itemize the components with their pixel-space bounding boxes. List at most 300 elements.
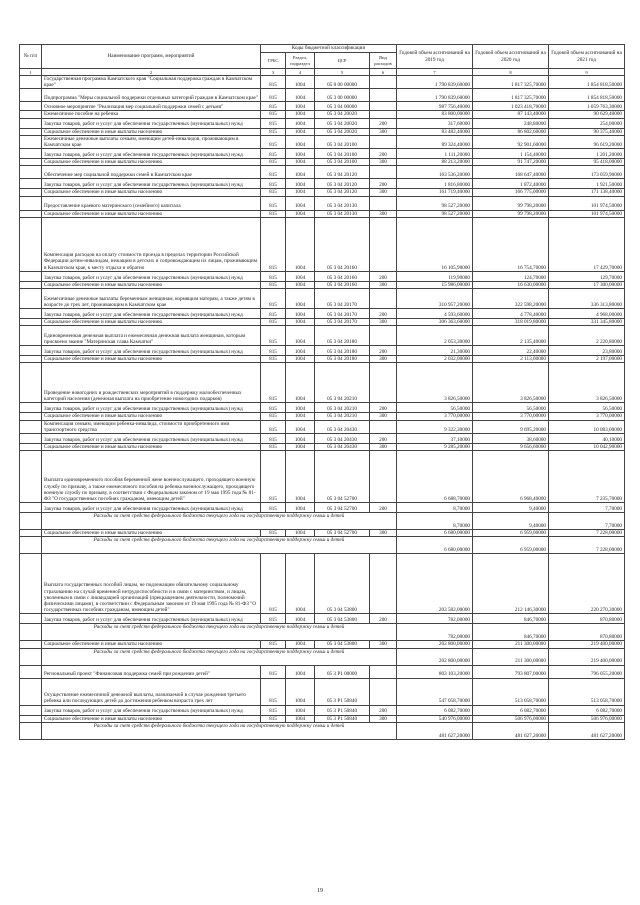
cell-vr: 300 <box>370 281 397 288</box>
cell-grbs: 815 <box>261 503 286 513</box>
cell-2020: 16 630,00000 <box>473 281 549 288</box>
cell-2020: 318 019,80000 <box>473 319 549 326</box>
cell-vr: 200 <box>370 403 397 413</box>
cell-grbs: 815 <box>261 641 286 648</box>
cell-2019: 8,70000 <box>397 503 473 513</box>
cell-2019: 3 770,00000 <box>397 413 473 420</box>
cell-2019: 119,90000 <box>397 271 473 281</box>
cell-2020: 99 798,20000 <box>473 210 549 217</box>
table-row-note <box>20 648 625 665</box>
index-cell: 1 <box>20 69 42 76</box>
cell-2020: 99 798,20000 <box>473 196 549 210</box>
cell-2019: 89 324,40000 <box>397 135 473 148</box>
cell-csr: 05 3 P1 50840 <box>315 715 370 722</box>
cell-2021: 17 300,00000 <box>549 281 625 288</box>
cell-csr: 05 3 04 20170 <box>315 309 370 319</box>
cell-num <box>20 128 42 135</box>
cell-csr: 05 3 P1 00000 <box>315 665 370 678</box>
cell-note: Расходы за счет средств федерального бюджета текущего года на государственную поддержку семьи и детей <box>42 648 397 665</box>
cell-2021: 17 429,70000 <box>549 217 625 271</box>
cell-2020: 481 627,20000 <box>473 722 549 739</box>
table-row <box>20 281 625 288</box>
cell-vr <box>370 554 397 614</box>
table-row <box>20 356 625 363</box>
cell-2019: 202 800,00000 <box>397 641 473 648</box>
cell-2019: 83 482,40000 <box>397 128 473 135</box>
table-row-note <box>20 722 625 739</box>
cell-2019: 803 103,20000 <box>397 665 473 678</box>
cell-2020: 212 146,30000 <box>473 554 549 614</box>
cell-csr: 05 3 04 20120 <box>315 166 370 179</box>
cell-grbs: 815 <box>261 149 286 159</box>
cell-2019: 98 527,20000 <box>397 196 473 210</box>
cell-name: Социальное обеспечение и иные выплаты населению <box>42 530 261 537</box>
cell-num <box>20 403 42 413</box>
cell-num <box>20 346 42 356</box>
cell-name: Ежемесячные денежные выплаты беременным женщинам, кормящим матерям, а также детям в возрасте до трех лет, проживающим в Камчатском крае <box>42 289 261 309</box>
cell-2021: 10 042,90000 <box>549 444 625 451</box>
header-row-1 <box>20 45 625 53</box>
cell-grbs: 815 <box>261 102 286 111</box>
cell-2021: 96 619,20000 <box>549 135 625 148</box>
cell-num <box>20 530 42 537</box>
cell-2021: 7 228,00000 <box>549 530 625 537</box>
cell-2020: 87 143,40000 <box>473 111 549 118</box>
cell-2019: 317,60000 <box>397 118 473 128</box>
cell-csr: 05 3 04 52700 <box>315 503 370 513</box>
cell-2019: 2 053,30000 <box>397 326 473 346</box>
cell-csr: 05 3 04 00000 <box>315 102 370 111</box>
cell-num <box>20 648 42 665</box>
cell-2020: 1 817 325,70000 <box>473 76 549 89</box>
cell-name: Закупка товаров, работ и услуг для обеспечения государственных (муниципальных) нужд <box>42 149 261 159</box>
cell-num <box>20 624 42 641</box>
cell-razd: 1004 <box>286 420 315 433</box>
cell-csr: 05 3 04 20210 <box>315 413 370 420</box>
cell-2021: 1 059 763,30000 <box>549 102 625 111</box>
cell-csr: 05 3 04 20170 <box>315 319 370 326</box>
cell-2021: 2 220,80000 <box>549 326 625 346</box>
cell-num <box>20 102 42 111</box>
cell-csr: 05 3 04 20120 <box>315 189 370 196</box>
table-row <box>20 420 625 433</box>
table-row <box>20 665 625 678</box>
cell-razd: 1004 <box>286 363 315 403</box>
cell-name: Социальное обеспечение и иные выплаты населению <box>42 319 261 326</box>
table-row <box>20 530 625 537</box>
cell-name: Подпрограмма "Меры социальной поддержки отдельных категорий граждан в Камчатском крае" <box>42 89 261 102</box>
cell-razd: 1004 <box>286 530 315 537</box>
header-razd: Раздел, подраздел <box>286 53 315 69</box>
cell-num <box>20 271 42 281</box>
table-row <box>20 135 625 148</box>
cell-2021: 481 627,20000 <box>549 722 625 739</box>
cell-csr: 05 3 04 20210 <box>315 363 370 403</box>
cell-grbs: 815 <box>261 403 286 413</box>
header-2020: Годовой объем ассигнований на 2020 год <box>473 45 549 69</box>
cell-grbs: 815 <box>261 346 286 356</box>
budget-table <box>19 44 625 740</box>
cell-2019: 782,00000 <box>397 614 473 624</box>
cell-name: Государственная программа Камчатского края "Социальная поддержка граждан в Камчатском крае" <box>42 76 261 89</box>
cell-razd: 1004 <box>286 413 315 420</box>
cell-grbs: 815 <box>261 678 286 705</box>
cell-2020: 86 802,60000 <box>473 128 549 135</box>
cell-num <box>20 705 42 715</box>
cell-csr: 05 3 04 53800 <box>315 614 370 624</box>
table-row <box>20 76 625 89</box>
cell-grbs: 815 <box>261 326 286 346</box>
cell-2021: 3 770,00000 <box>549 413 625 420</box>
cell-2019: 3 826,50000 <box>397 363 473 403</box>
cell-csr: 05 3 04 52700 <box>315 530 370 537</box>
cell-csr: 05 3 04 20100 <box>315 149 370 159</box>
table-row <box>20 159 625 166</box>
cell-grbs: 815 <box>261 554 286 614</box>
table-row <box>20 434 625 444</box>
cell-2019: 6 082,70000 <box>397 705 473 715</box>
cell-name: Социальное обеспечение и иные выплаты населению <box>42 413 261 420</box>
cell-grbs: 815 <box>261 135 286 148</box>
table-row <box>20 678 625 705</box>
cell-2019: 56,50000 <box>397 403 473 413</box>
cell-csr: 05 3 04 20180 <box>315 346 370 356</box>
cell-vr: 200 <box>370 705 397 715</box>
cell-2021: 331 345,80000 <box>549 319 625 326</box>
cell-razd: 1004 <box>286 319 315 326</box>
cell-2019: 15 986,00000 <box>397 281 473 288</box>
table-row <box>20 118 625 128</box>
cell-vr <box>370 102 397 111</box>
cell-2020: 513 058,70000 <box>473 678 549 705</box>
cell-2019: 6 680,00000 <box>397 530 473 537</box>
cell-2020: 6 082,70000 <box>473 705 549 715</box>
cell-csr: 05 3 04 20160 <box>315 217 370 271</box>
cell-2021: 56,50000 <box>549 403 625 413</box>
cell-num <box>20 118 42 128</box>
cell-name: Социальное обеспечение и иные выплаты населению <box>42 210 261 217</box>
cell-2020: 846,70000 <box>473 614 549 624</box>
cell-name: Закупка товаров, работ и услуг для обеспечения государственных (муниципальных) нужд <box>42 179 261 189</box>
cell-name: Закупка товаров, работ и услуг для обеспечения государственных (муниципальных) нужд <box>42 403 261 413</box>
cell-grbs: 815 <box>261 319 286 326</box>
budget-table-sheet <box>19 44 624 740</box>
cell-grbs: 815 <box>261 444 286 451</box>
cell-grbs: 815 <box>261 76 286 89</box>
cell-2019: 6 688,70000 <box>397 451 473 503</box>
table-row <box>20 326 625 346</box>
cell-csr: 05 3 04 20430 <box>315 444 370 451</box>
cell-num <box>20 326 42 346</box>
cell-vr: 200 <box>370 179 397 189</box>
cell-grbs: 815 <box>261 159 286 166</box>
cell-name: Закупка товаров, работ и услуг для обеспечения государственных (муниципальных) нужд <box>42 614 261 624</box>
cell-2020: 1 154,40000 <box>473 149 549 159</box>
cell-name: Закупка товаров, работ и услуг для обеспечения государственных (муниципальных) нужд <box>42 271 261 281</box>
cell-2019: 37,10000 <box>397 434 473 444</box>
cell-csr: 05 3 04 20020 <box>315 128 370 135</box>
cell-2021: 254,00000 <box>549 118 625 128</box>
cell-2019: 4 593,60000 <box>397 309 473 319</box>
cell-vr <box>370 217 397 271</box>
cell-2020: 2 135,40000 <box>473 326 549 346</box>
cell-vr: 200 <box>370 614 397 624</box>
cell-2020: 1 817 325,70000 <box>473 89 549 102</box>
table-row <box>20 705 625 715</box>
cell-2020: 9 656,60000 <box>473 444 549 451</box>
cell-2019: 98 527,20000 <box>397 210 473 217</box>
cell-num <box>20 715 42 722</box>
index-row <box>20 69 625 76</box>
cell-name: Закупка товаров, работ и услуг для обеспечения государственных (муниципальных) нужд <box>42 503 261 513</box>
cell-2020: 9 695,20000 <box>473 420 549 433</box>
cell-num <box>20 641 42 648</box>
cell-2020: 91 747,20000 <box>473 159 549 166</box>
cell-num <box>20 420 42 433</box>
cell-razd: 1004 <box>286 76 315 89</box>
cell-2019: 16 105,90000 <box>397 217 473 271</box>
cell-num <box>20 289 42 309</box>
cell-2020: 793 807,00000 <box>473 665 549 678</box>
cell-2021: 1 854 818,50000 <box>549 76 625 89</box>
cell-num <box>20 503 42 513</box>
cell-csr: 05 3 04 20160 <box>315 281 370 288</box>
cell-2019: 547 058,70000 <box>397 678 473 705</box>
cell-num <box>20 451 42 503</box>
table-row <box>20 196 625 210</box>
table-row <box>20 641 625 648</box>
cell-csr: 05 3 04 20160 <box>315 271 370 281</box>
cell-2019: 1 111,20000 <box>397 149 473 159</box>
cell-num <box>20 513 42 530</box>
cell-razd: 1004 <box>286 289 315 309</box>
cell-csr: 05 3 04 20020 <box>315 111 370 118</box>
table-row <box>20 554 625 614</box>
cell-vr <box>370 111 397 118</box>
cell-2021: 23,80000 <box>549 346 625 356</box>
cell-name: Проведение новогодних и рождественских мероприятий в поддержку малообеспеченных категорий населения (денежная выплата на приобретение новогодних подарков) <box>42 363 261 403</box>
cell-2019: 310 957,20000 <box>397 289 473 309</box>
cell-vr: 200 <box>370 346 397 356</box>
cell-csr: 05 3 04 53800 <box>315 554 370 614</box>
cell-grbs: 815 <box>261 413 286 420</box>
cell-2019: 8,70000 <box>397 513 473 530</box>
cell-2021: 870,80000 <box>549 614 625 624</box>
cell-csr: 05 3 04 20430 <box>315 420 370 433</box>
cell-2019: 88 213,20000 <box>397 159 473 166</box>
cell-2021: 7,70000 <box>549 513 625 530</box>
cell-grbs: 815 <box>261 665 286 678</box>
cell-2020: 1 023 418,70000 <box>473 102 549 111</box>
cell-2020: 124,70000 <box>473 271 549 281</box>
cell-2020: 6 959,00000 <box>473 530 549 537</box>
cell-num <box>20 179 42 189</box>
cell-vr: 300 <box>370 530 397 537</box>
cell-2019: 2 032,00000 <box>397 356 473 363</box>
cell-num <box>20 413 42 420</box>
table-row <box>20 614 625 624</box>
cell-grbs: 815 <box>261 420 286 433</box>
cell-2020: 22,40000 <box>473 346 549 356</box>
cell-num <box>20 135 42 148</box>
cell-2020: 9,40000 <box>473 513 549 530</box>
cell-csr: 05 3 04 20020 <box>315 118 370 128</box>
cell-2019: 9 322,30000 <box>397 420 473 433</box>
cell-grbs: 815 <box>261 118 286 128</box>
cell-2019: 481 627,20000 <box>397 722 473 739</box>
cell-2019: 203 582,00000 <box>397 554 473 614</box>
cell-name: Закупка товаров, работ и услуг для обеспечения государственных (муниципальных) нужд <box>42 309 261 319</box>
cell-vr: 300 <box>370 159 397 166</box>
table-row <box>20 271 625 281</box>
cell-razd: 1004 <box>286 189 315 196</box>
cell-2019: 1 816,80000 <box>397 179 473 189</box>
header-num: № п/п <box>20 45 42 69</box>
cell-name: Социальное обеспечение и иные выплаты населению <box>42 128 261 135</box>
cell-grbs: 815 <box>261 530 286 537</box>
table-body <box>20 76 625 740</box>
cell-razd: 1004 <box>286 89 315 102</box>
cell-csr: 05 3 00 00000 <box>315 89 370 102</box>
cell-name: Осуществление ежемесячной денежной выплаты, назначаемой в случае рождения третьего ребенка или последующих детей до достижения ребенком возраста трех лет <box>42 678 261 705</box>
cell-2021: 4 968,00000 <box>549 309 625 319</box>
cell-grbs: 815 <box>261 210 286 217</box>
cell-razd: 1004 <box>286 118 315 128</box>
table-row <box>20 444 625 451</box>
cell-2021: 40,10000 <box>549 434 625 444</box>
cell-grbs: 815 <box>261 217 286 271</box>
index-cell: 7 <box>397 69 473 76</box>
cell-razd: 1004 <box>286 665 315 678</box>
cell-name: Социальное обеспечение и иные выплаты населению <box>42 356 261 363</box>
table-row <box>20 89 625 102</box>
cell-razd: 1004 <box>286 135 315 148</box>
cell-name: Ежемесячные денежные выплаты семьям, имеющим детей-инвалидов, проживающим в Камчатском крае <box>42 135 261 148</box>
cell-csr: 05 3 04 20100 <box>315 135 370 148</box>
cell-num <box>20 76 42 89</box>
cell-vr: 300 <box>370 189 397 196</box>
cell-2020: 6 968,40000 <box>473 451 549 503</box>
cell-2019: 540 976,00000 <box>397 715 473 722</box>
cell-razd: 1004 <box>286 271 315 281</box>
cell-vr: 200 <box>370 118 397 128</box>
table-row <box>20 715 625 722</box>
cell-razd: 1004 <box>286 444 315 451</box>
cell-csr: 05 3 04 20180 <box>315 356 370 363</box>
cell-razd: 1004 <box>286 111 315 118</box>
cell-vr <box>370 196 397 210</box>
table-row <box>20 413 625 420</box>
cell-csr: 05 3 04 20130 <box>315 196 370 210</box>
cell-2019: 21,30000 <box>397 346 473 356</box>
table-row <box>20 363 625 403</box>
cell-num <box>20 554 42 614</box>
cell-csr: 05 3 04 20210 <box>315 403 370 413</box>
cell-name: Социальное обеспечение и иные выплаты населению <box>42 715 261 722</box>
cell-vr: 300 <box>370 319 397 326</box>
cell-2020: 9,40000 <box>473 503 549 513</box>
cell-2020: 322 598,20000 <box>473 289 549 309</box>
cell-razd: 1004 <box>286 356 315 363</box>
cell-2020: 16 754,70000 <box>473 217 549 271</box>
cell-razd: 1004 <box>286 503 315 513</box>
cell-name: Основное мероприятие "Реализация мер социальной поддержки семей с детьми" <box>42 102 261 111</box>
cell-2020: 3 826,50000 <box>473 363 549 403</box>
cell-razd: 1004 <box>286 705 315 715</box>
cell-2021: 90 629,40000 <box>549 111 625 118</box>
cell-name: Закупка товаров, работ и услуг для обеспечения государственных (муниципальных) нужд <box>42 346 261 356</box>
cell-2019: 163 536,20000 <box>397 166 473 179</box>
cell-num <box>20 281 42 288</box>
cell-num <box>20 356 42 363</box>
cell-grbs: 815 <box>261 111 286 118</box>
cell-grbs: 815 <box>261 434 286 444</box>
header-codes-group: Коды бюджетной классификации <box>261 45 397 53</box>
cell-vr <box>370 166 397 179</box>
cell-num <box>20 722 42 739</box>
cell-num <box>20 614 42 624</box>
cell-razd: 1004 <box>286 102 315 111</box>
index-cell: 2 <box>42 69 261 76</box>
cell-grbs: 815 <box>261 179 286 189</box>
cell-2021: 7 235,70000 <box>549 451 625 503</box>
cell-grbs: 815 <box>261 289 286 309</box>
cell-grbs: 815 <box>261 281 286 288</box>
cell-name: Социальное обеспечение и иные выплаты населению <box>42 444 261 451</box>
cell-2020: 166 775,00000 <box>473 189 549 196</box>
cell-2021: 513 058,70000 <box>549 678 625 705</box>
index-cell: 8 <box>473 69 549 76</box>
cell-razd: 1004 <box>286 715 315 722</box>
table-row <box>20 102 625 111</box>
cell-2020: 3 770,00000 <box>473 413 549 420</box>
index-cell: 5 <box>315 69 370 76</box>
cell-2021: 6 082,70000 <box>549 705 625 715</box>
cell-2020: 846,70000 <box>473 624 549 641</box>
cell-name: Социальное обеспечение и иные выплаты населению <box>42 281 261 288</box>
cell-num <box>20 665 42 678</box>
cell-razd: 1004 <box>286 128 315 135</box>
cell-name: Выплата государственных пособий лицам, не подлежащим обязательному социальному страхованию на случай временной нетрудоспособности и в связи с материнством, и лицам, уволенным в связи с ликвидацией организаций (прекращением деятельности, полномочий физическими лицами), в соответствии с Федеральным законом от 19 мая 1995 года № 81-ФЗ "О государственных пособиях гражданам, имеющим детей" <box>42 554 261 614</box>
cell-2021: 7 228,00000 <box>549 537 625 554</box>
table-row <box>20 128 625 135</box>
cell-2020: 2 113,00000 <box>473 356 549 363</box>
cell-grbs: 815 <box>261 271 286 281</box>
cell-2021: 336 313,80000 <box>549 289 625 309</box>
cell-num <box>20 309 42 319</box>
cell-num <box>20 444 42 451</box>
cell-razd: 1004 <box>286 309 315 319</box>
header-2019: Годовой объем ассигнований на 2019 год <box>397 45 473 69</box>
cell-vr: 300 <box>370 444 397 451</box>
cell-razd: 1004 <box>286 281 315 288</box>
table-row <box>20 403 625 413</box>
table-row <box>20 309 625 319</box>
cell-note: Расходы за счет средств федерального бюджета текущего года на государственную поддержку семьи и детей <box>42 624 397 641</box>
cell-2019: 782,00000 <box>397 624 473 641</box>
cell-grbs: 815 <box>261 89 286 102</box>
cell-2021: 870,80000 <box>549 624 625 641</box>
cell-name: Социальное обеспечение и иные выплаты населению <box>42 189 261 196</box>
cell-2021: 1 201,20000 <box>549 149 625 159</box>
cell-grbs: 815 <box>261 189 286 196</box>
cell-2020: 4 778,40000 <box>473 309 549 319</box>
cell-razd: 1004 <box>286 196 315 210</box>
cell-name: Закупка товаров, работ и услуг для обеспечения государственных (муниципальных) нужд <box>42 118 261 128</box>
cell-grbs: 815 <box>261 196 286 210</box>
cell-name: Обеспечение мер социальной поддержки семей в Камчатском крае <box>42 166 261 179</box>
cell-2019: 1 790 839,60000 <box>397 89 473 102</box>
